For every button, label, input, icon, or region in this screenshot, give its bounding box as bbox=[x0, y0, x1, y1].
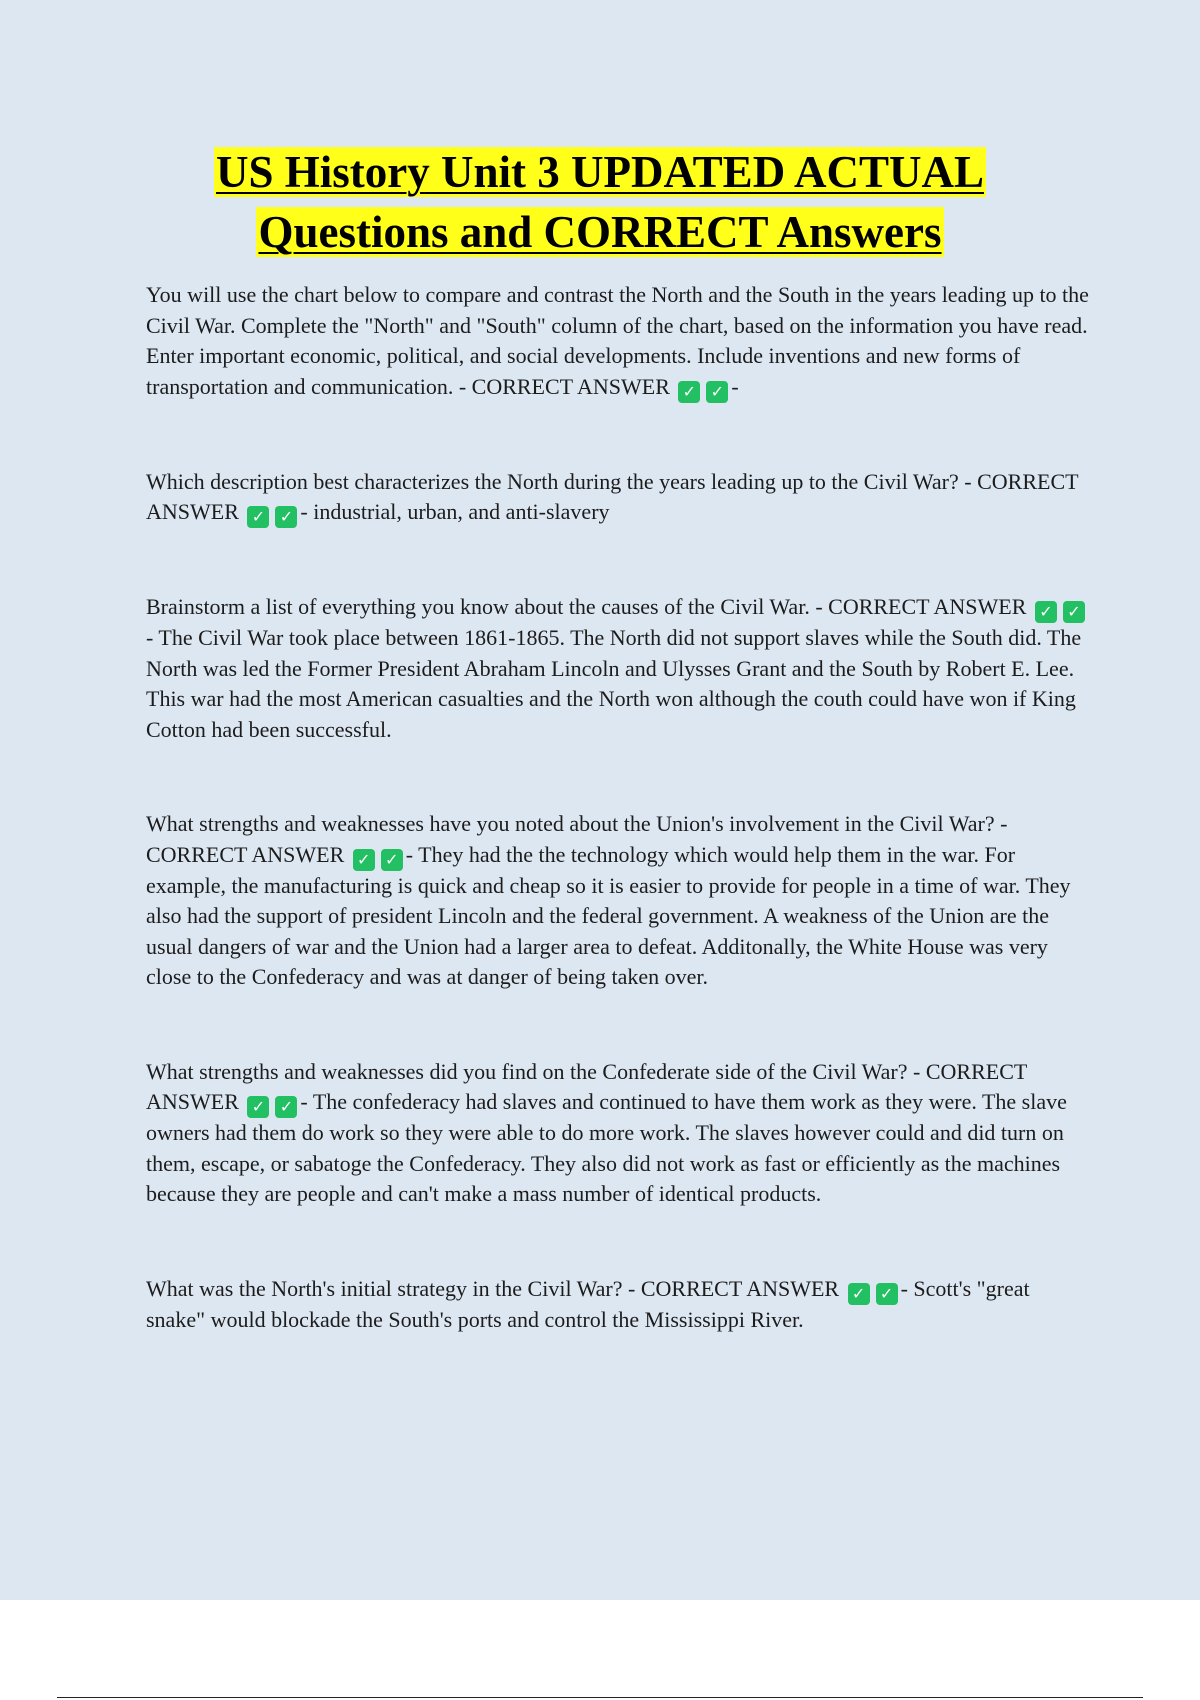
answer-text: - The Civil War took place between 1861-1865. The North did not support slaves while the South did. The North was led the Former President Abraham Lincoln and Ulysses Grant and the South by Robert E. Lee. This war had the most American casualties and the North won although the couth could have won if King Cotton had been successful. bbox=[146, 625, 1082, 742]
question-text: What strengths and weaknesses did you find on the Confederate side of the Civil War? - CORRECT ANSWER bbox=[146, 1058, 1027, 1114]
answer-text: - They had the the technology which would help them in the war. For example, the manufacturing is quick and cheap so it is easier to provide for people in a time of war. They also had the support of president Lincoln and the federal government. A weakness of the Union are the usual dangers of war and the Union had a larger area to defeat. Additonally, the White House was very close to the Confederacy and was at danger of being taken over. bbox=[146, 841, 1071, 989]
question-text: You will use the chart below to compare and contrast the North and the South in the years leading up to the Civil War. Complete the "North" and "South" column of the chart, based on the information you have read. Enter important economic, political, and social developments. Include inventions and new forms of transportation and communication. - CORRECT ANSWER bbox=[146, 282, 1089, 399]
question-text: What was the North's initial strategy in the Civil War? - CORRECT ANSWER bbox=[146, 1275, 840, 1301]
check-mark-icon: ✓ bbox=[876, 1283, 898, 1305]
page-divider bbox=[57, 1697, 1143, 1698]
answer-text: - bbox=[731, 373, 739, 399]
qa-list bbox=[146, 280, 1091, 1399]
check-mark-icon: ✓ bbox=[381, 849, 403, 871]
title-line-1: US History Unit 3 UPDATED ACTUAL bbox=[216, 147, 984, 197]
check-mark-icon: ✓ bbox=[678, 381, 700, 403]
question-text: What strengths and weaknesses have you noted about the Union's involvement in the Civil War? - CORRECT ANSWER bbox=[146, 811, 1008, 867]
check-mark-icon: ✓ bbox=[275, 1096, 297, 1118]
check-mark-icon: ✓ bbox=[247, 506, 269, 528]
qa-item bbox=[146, 1274, 1091, 1336]
answer-text: - The confederacy had slaves and continued to have them work as they were. The slave owners had them do work so they were able to do more work. The slaves however could and did turn on them, escape, or sabatoge the Confederacy. They also did not work as fast or efficiently as the machines because they are people and can't make a mass number of identical products. bbox=[146, 1089, 1067, 1206]
answer-text: - industrial, urban, and anti-slavery bbox=[300, 499, 610, 524]
title-line-2: Questions and CORRECT Answers bbox=[258, 207, 942, 257]
check-mark-icon: ✓ bbox=[247, 1096, 269, 1118]
question-text: Which description best characterizes the North during the years leading up to the Civil War? - CORRECT ANSWER bbox=[146, 468, 1079, 524]
check-mark-icon: ✓ bbox=[1063, 601, 1085, 623]
check-mark-icon: ✓ bbox=[275, 506, 297, 528]
check-mark-icon: ✓ bbox=[1035, 601, 1057, 623]
answer-text: - Scott's "great snake" would blockade the South's ports and control the Mississippi River. bbox=[146, 1275, 1030, 1332]
qa-item bbox=[146, 467, 1091, 529]
check-mark-icon: ✓ bbox=[848, 1283, 870, 1305]
qa-item bbox=[146, 280, 1091, 403]
qa-item bbox=[146, 592, 1091, 745]
qa-item bbox=[146, 809, 1091, 993]
qa-item bbox=[146, 1057, 1091, 1210]
question-text: Brainstorm a list of everything you know about the causes of the Civil War. - CORRECT ANSWER bbox=[146, 594, 1027, 619]
check-mark-icon: ✓ bbox=[706, 381, 728, 403]
check-mark-icon: ✓ bbox=[353, 849, 375, 871]
document-title bbox=[100, 142, 1100, 262]
